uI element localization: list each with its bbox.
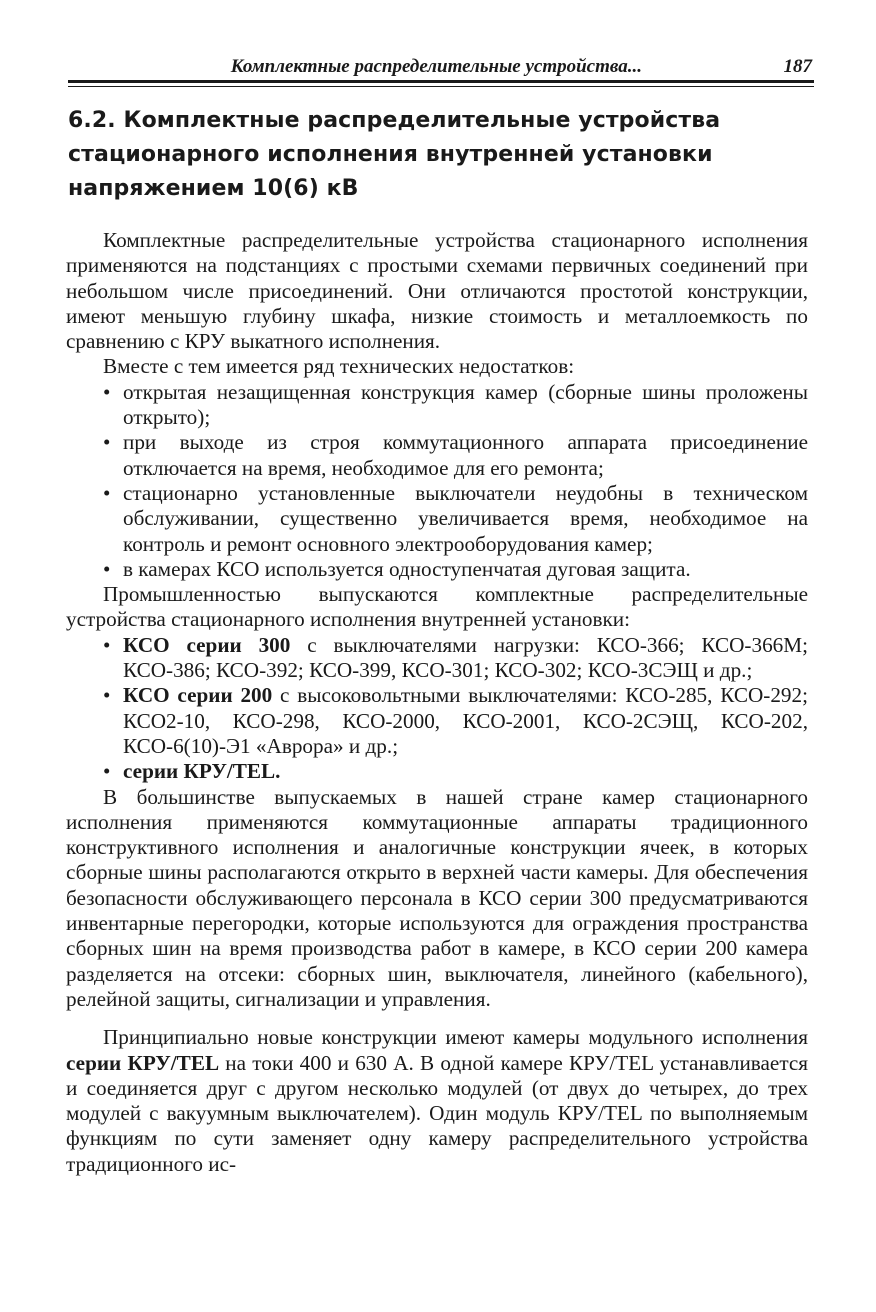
product-series-name: серии КРУ/TEL.	[123, 759, 281, 784]
list-item	[66, 759, 808, 784]
running-head	[68, 52, 814, 82]
products-list	[66, 633, 808, 785]
header-rule-thin	[68, 86, 814, 87]
paragraph-modular	[66, 1025, 808, 1177]
list-item	[66, 481, 808, 557]
list-item	[66, 557, 808, 582]
bullet-icon: •	[103, 632, 111, 657]
list-item-text: стационарно установленные выключатели неудобны в техническом обслуживании, существенно увеличивается время, необходимое на контроль и ремонт основного электрооборудования камер;	[123, 480, 808, 556]
product-series-name: КСО серии 300	[123, 632, 291, 657]
product-series-name: КСО серии 200	[123, 683, 273, 708]
list-item-text: в камерах КСО используется одноступенчатая дуговая защита.	[123, 556, 691, 581]
bullet-icon: •	[103, 480, 111, 505]
header-rule-thick	[68, 80, 814, 83]
bullet-icon: •	[103, 379, 111, 404]
list-item-text: открытая незащищенная конструкция камер (сборные шины проложены открыто);	[123, 379, 808, 430]
body-text	[66, 228, 808, 1177]
bullet-icon: •	[103, 683, 111, 708]
bullet-icon: •	[103, 430, 111, 455]
page-number: 187	[783, 56, 812, 77]
paragraph-modular-end: на токи 400 и 630 А. В одной камере КРУ/TEL устанавливается и соединяется друг с другом несколько модулей (от двух до четырех, до трех модулей с вакуумным выключателем). Один модуль КРУ/TEL по выполняемым функциям по сути заменяет одну камеру распределительного устройства традиционного ис-	[66, 1050, 808, 1176]
list-item-text: при выходе из строя коммутационного аппарата присоединение отключается на время, необходимое для его ремонта;	[123, 430, 808, 480]
section-title: 6.2. Комплектные распределительные устройства стационарного исполнения внутренней установки напряжением 10(6) кВ	[68, 108, 721, 201]
drawbacks-list	[66, 380, 808, 582]
product-series-text: с выключателями нагрузки: КСО-366; КСО-366М; КСО-386; КСО-392; КСО-399, КСО-301; КСО-302; КСО-3СЭЩ и др.;	[123, 632, 808, 683]
bullet-icon: •	[103, 759, 111, 784]
paragraph-construction: В большинстве выпускаемых в нашей стране камер стационарного исполнения применяются коммутационные аппараты традиционного конструктивного исполнения и аналогичные конструкции ячеек, в которых сборные шины располагаются открыто в верхней части камеры. Для обеспечения безопасности обслуживающего персонала в КСО серии 300 предусматриваются инвентарные перегородки, которые используются для ограждения пространства сборных шин на время производства работ в камере, в КСО серии 200 камера разделяется на отсеки: сборных шин, выключателя, линейного (кабельного), релейной защиты, сигнализации и управления.	[66, 784, 808, 1011]
paragraph-modular-start: Принципиально новые конструкции имеют камеры модульного исполнения	[103, 1025, 808, 1050]
list-item	[66, 380, 808, 431]
product-series-text: с высоковольтными выключателями: КСО-285, КСО-292; КСО2-10, КСО-298, КСО-2000, КСО-2001, КСО-2СЭЩ, КСО-202, КСО-6(10)-Э1 «Аврора» и др.;	[123, 683, 808, 758]
running-title: Комплектные распределительные устройства...	[230, 56, 642, 77]
paragraph-intro: Комплектные распределительные устройства стационарного исполнения применяются на подстанциях с простыми схемами первичных соединений при небольшом числе присоединений. Они отличаются простотой конструкции, имеют меньшую глубину шкафа, низкие стоимость и металлоемкость по сравнению с КРУ выкатного исполнения.	[66, 228, 808, 354]
paragraph-modular-bold: серии КРУ/TEL	[66, 1050, 220, 1075]
list-item	[66, 683, 808, 759]
bullet-icon: •	[103, 556, 111, 581]
paragraph-products-lead: Промышленностью выпускаются комплектные распределительные устройства стационарного исполнения внутренней установки:	[66, 582, 808, 632]
list-item	[66, 430, 808, 481]
paragraph-drawbacks-lead: Вместе с тем имеется ряд технических недостатков:	[103, 354, 575, 379]
list-item	[66, 633, 808, 684]
